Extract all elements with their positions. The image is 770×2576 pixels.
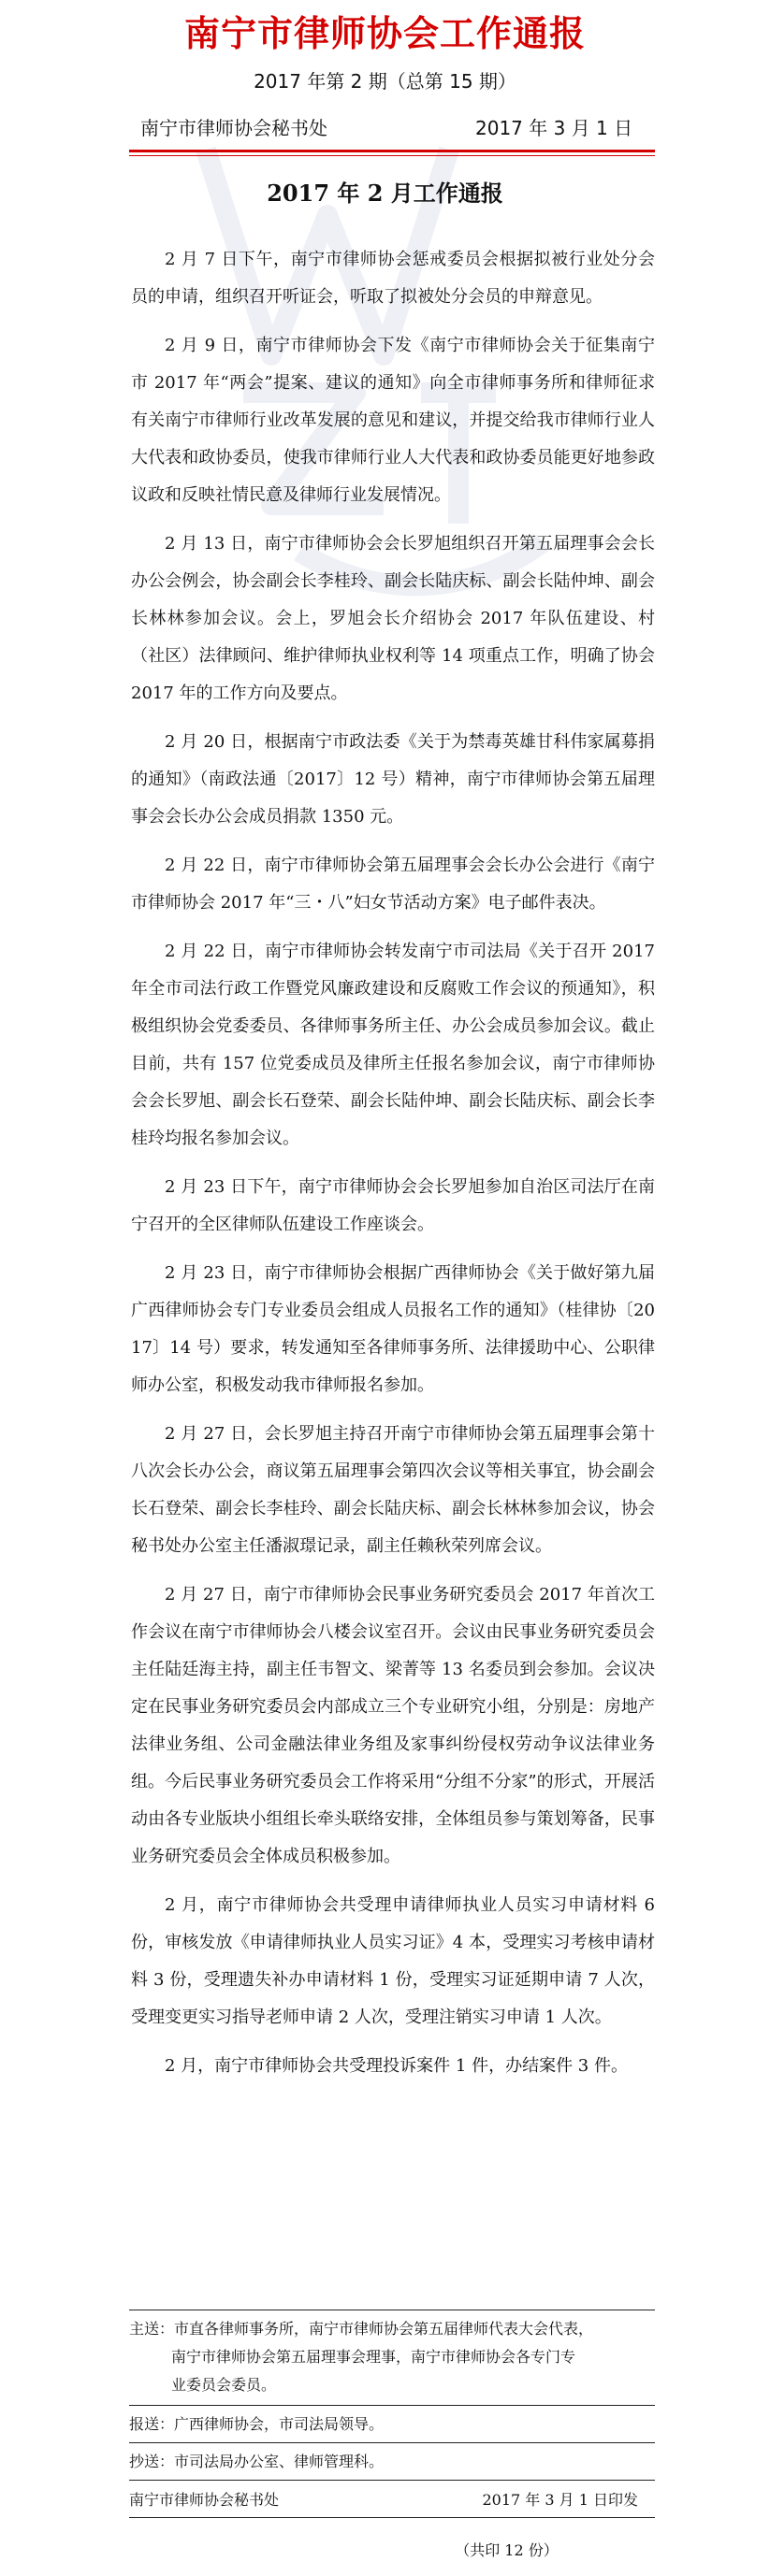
- report-text: 广西律师协会，市司法局领导。: [174, 2415, 385, 2433]
- paragraph: 2 月 22 日，南宁市律师协会第五届理事会会长办公会进行《南宁市律师协会 2017 年“三・八”妇女节活动方案》电子邮件表决。: [131, 856, 655, 913]
- distribution-copy: [129, 2448, 655, 2476]
- document-body: [131, 241, 655, 2085]
- masthead-red-rule: [129, 150, 655, 152]
- paragraph: 2 月 13 日，南宁市律师协会会长罗旭组织召开第五届理事会会长办公会例会，协会副会长李桂玲、副会长陆庆标、副会长陆仲坤、副会长林林参加会议。会上，罗旭会长介绍协会 2017 年队伍建设、村（社区）法律顾问、维护律师执业权利等 14 项重点工作，明确了协会 2017 年的工作方向及要点。: [131, 534, 655, 703]
- paragraph: 2 月 7 日下午，南宁市律师协会惩戒委员会根据拟被行业处分会员的申请，组织召开听证会，听取了拟被处分会员的申辩意见。: [131, 250, 655, 307]
- paragraph: 2 月，南宁市律师协会共受理投诉案件 1 件，办结案件 3 件。: [165, 2056, 628, 2076]
- paragraph: 2 月 9 日，南宁市律师协会下发《南宁市律师协会关于征集南宁市 2017 年“两会”提案、建议的通知》向全市律师事务所和律师征求有关南宁市律师行业改革发展的意见和建议，并提交给我市律师行业人大代表和政协委员，使我市律师行业人大代表和政协委员能更好地参政议政和反映社情民意及律师行业发展情况。: [131, 336, 655, 505]
- send-line: 南宁市律师协会第五届理事会理事，南宁市律师协会各专门专: [171, 2348, 576, 2366]
- paragraph: 2 月，南宁市律师协会共受理申请律师执业人员实习申请材料 6 份，审核发放《申请律师执业人员实习证》4 本，受理实习考核申请材料 3 份，受理遗失补办申请材料 1 份，受理实习证延期申请 7 人次，受理变更实习指导老师申请 2 人次，受理注销实习申请 1 人次。: [131, 1895, 655, 2027]
- send-line: 业委员会委员。: [171, 2376, 277, 2394]
- paragraph: 2 月 27 日，南宁市律师协会民事业务研究委员会 2017 年首次工作会议在南宁市律师协会八楼会议室召开。会议由民事业务研究委员会主任陆廷海主持，副主任韦智文、梁菁等 13 名委员到会参加。会议决定在民事业务研究委员会内部成立三个专业研究小组，分别是：房地产法律业务组、公司金融法律业务组及家事纠纷侵权劳动争议法律业务组。今后民事业务研究委员会工作将采用“分组不分家”的形式，开展活动由各专业版块小组组长牵头联络安排，全体组员参与策划筹备，民事业务研究委员会全体成员积极参加。: [131, 1585, 655, 1866]
- paragraph: 2 月 27 日，会长罗旭主持召开南宁市律师协会第五届理事会第十八次会长办公会，商议第五届理事会第四次会议等相关事宜，协会副会长石登荣、副会长李桂玲、副会长陆庆标、副会长林林参加会议，协会秘书处办公室主任潘淑璟记录，副主任赖秋荣列席会议。: [131, 1424, 655, 1556]
- footer-org: 南宁市律师协会秘书处: [129, 2491, 280, 2509]
- paragraph: 2 月 23 日，南宁市律师协会根据广西律师协会《关于做好第九届广西律师协会专门专业委员会组成人员报名工作的通知》（桂律协〔2017〕14 号）要求，转发通知至各律师事务所、法律援助中心、公职律师办公室，积极发动我市律师报名参加。: [131, 1263, 655, 1395]
- copy-label: 抄送：: [129, 2453, 175, 2470]
- masthead-red-rule-thin: [129, 155, 655, 156]
- footer-row: [129, 2489, 655, 2511]
- distribution-rule: [129, 2442, 655, 2443]
- send-line: 市直各律师事务所，南宁市律师协会第五届律师代表大会代表，: [174, 2320, 594, 2338]
- issue-number: 2017 年第 2 期（总第 15 期）: [254, 70, 516, 93]
- copy-text: 市司法局办公室、律师管理科。: [174, 2453, 385, 2470]
- distribution-send: [129, 2315, 655, 2399]
- send-label: 主送：: [129, 2320, 175, 2338]
- distribution-rule: [129, 2405, 655, 2406]
- issuing-org: 南宁市律师协会秘书处: [140, 117, 327, 139]
- masthead-title: 南宁市律师协会工作通报: [183, 13, 586, 54]
- report-label: 报送：: [129, 2415, 175, 2433]
- document-title: 2017 年 2 月工作通报: [267, 180, 503, 207]
- footer-bottom-rule: [129, 2517, 655, 2518]
- distribution-rule: [129, 2480, 655, 2481]
- footer-print-date: 2017 年 3 月 1 日印发: [482, 2491, 638, 2509]
- paragraph: 2 月 22 日，南宁市律师协会转发南宁市司法局《关于召开 2017 年全市司法行政工作暨党风廉政建设和反腐败工作会议的预通知》，积极组织协会党委委员、各律师事务所主任、办公会成员参加会议。截止目前，共有 157 位党委成员及律所主任报名参加会议，南宁市律师协会会长罗旭、副会长石登荣、副会长陆仲坤、副会长陆庆标、副会长李桂玲均报名参加会议。: [131, 942, 655, 1148]
- paragraph: 2 月 23 日下午，南宁市律师协会会长罗旭参加自治区司法厅在南宁召开的全区律师队伍建设工作座谈会。: [131, 1177, 655, 1234]
- distribution-report: [129, 2411, 655, 2439]
- issue-date: 2017 年 3 月 1 日: [475, 117, 633, 139]
- paragraph: 2 月 20 日，根据南宁市政法委《关于为禁毒英雄甘科伟家属募捐的通知》（南政法通〔2017〕12 号）精神，南宁市律师协会第五届理事会会长办公会成员捐款 1350 元。: [131, 732, 655, 827]
- print-copies: （共印 12 份）: [455, 2541, 559, 2559]
